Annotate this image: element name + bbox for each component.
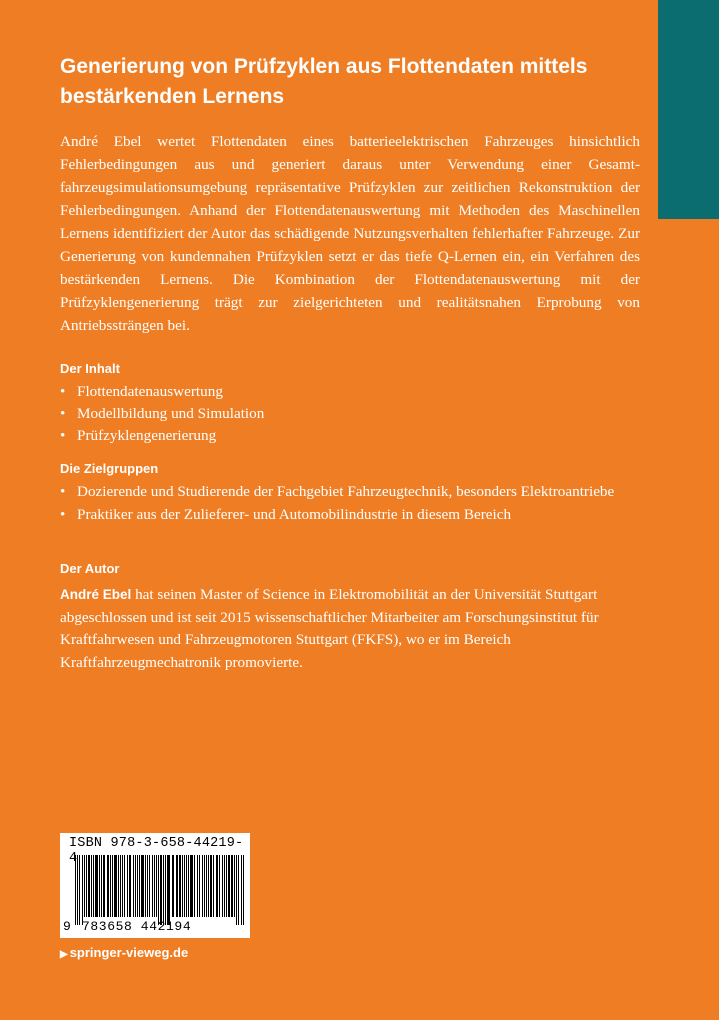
barcode-bar — [75, 855, 76, 925]
barcode-bar — [236, 855, 237, 925]
barcode-bar — [133, 855, 134, 917]
bullet-icon: • — [60, 383, 66, 400]
barcode-bar — [93, 855, 94, 917]
book-title-line-1: Generierung von Prüfzyklen aus Flottendaten mittels — [60, 55, 588, 78]
barcode-bar — [158, 855, 159, 925]
publisher-link[interactable] — [60, 945, 188, 960]
barcode-bar — [124, 855, 125, 917]
barcode-bar — [179, 855, 181, 917]
barcode-bar — [188, 855, 189, 917]
barcode-bar — [103, 855, 105, 917]
barcode-bars — [75, 855, 245, 925]
barcode-bar — [152, 855, 153, 917]
barcode-bar — [197, 855, 198, 917]
barcode-bar — [118, 855, 119, 917]
barcode-bar — [182, 855, 183, 917]
barcode-bar — [129, 855, 131, 917]
author-name: André Ebel — [60, 587, 132, 602]
accent-tab — [658, 0, 719, 219]
audience-heading: Die Zielgruppen — [60, 461, 159, 476]
barcode-bar — [165, 855, 166, 925]
barcode-bar — [91, 855, 92, 917]
barcode-bar — [122, 855, 123, 917]
barcode-bar — [101, 855, 102, 917]
barcode-bar — [194, 855, 195, 917]
barcode-bar — [112, 855, 113, 917]
barcode-bar — [208, 855, 209, 917]
arrow-right-icon: ▶ — [60, 949, 68, 960]
barcode-bar — [238, 855, 239, 925]
barcode-bar — [167, 855, 170, 925]
barcode-bar — [172, 855, 173, 917]
book-title-line-2: bestärkenden Lernens — [60, 85, 285, 108]
barcode-bar — [176, 855, 178, 917]
barcode-bar — [77, 855, 78, 925]
barcode-bar — [202, 855, 203, 917]
isbn-barcode — [60, 833, 250, 938]
publisher-url: springer-vieweg.de — [69, 945, 189, 960]
barcode-bar — [210, 855, 212, 917]
barcode-bar — [163, 855, 164, 925]
list-item: • Flottendatenauswertung — [60, 381, 645, 403]
author-bio-text: hat seinen Master of Science in Elektromobilität an der Universität Stuttgart abgeschlossen und ist seit 2015 wissenschaftlicher Mitarbeiter am Forschungsinstitut für Kraftfahrwesen und Fahrzeugmotoren Stuttgart (FKFS), wo er im Bereich Kraftfahrzeugmechatronik promovierte. — [60, 586, 599, 671]
barcode-bar — [160, 855, 162, 925]
barcode-bar — [204, 855, 205, 917]
bullet-icon: • — [60, 506, 66, 523]
barcode-bar — [147, 855, 148, 917]
barcode-bar — [120, 855, 121, 917]
barcode-bar — [231, 855, 233, 917]
abstract-paragraph: André Ebel wertet Flottendaten eines batterieelektrischen Fahrzeuges hinsichtlich Fehlerbedingungen aus und generiert daraus unter Verwendung einer Gesamtfahrzeugsimulationsumgebung repräsentative Prüfzyklen zur zeitlichen Rekonstruktion der Fehlerbedingungen. Anhand der Flottendatenauswertung mit Methoden des Maschinellen Lernens identifiziert der Autor das schädigende Nutzungsverhalten fehlerhafter Fahrzeuge. Zur Generierung von kundennahen Prüfzyklen setzt er das tiefe Q-Lernen ein, ein Verfahren des bestärkenden Lernens. Die Kombination der Flottendatenauswertung mit der Prüfzyklengenerierung trägt zur zielgerichteten und realitätsnahen Erprobung von Antriebssträngen bei. — [60, 133, 640, 334]
barcode-bar — [219, 855, 220, 917]
barcode-bar — [127, 855, 129, 917]
barcode-bar — [95, 855, 98, 917]
barcode-bar — [206, 855, 207, 917]
barcode-bar — [216, 855, 219, 917]
bullet-icon: • — [60, 427, 66, 444]
author-heading: Der Autor — [60, 561, 120, 576]
barcode-bar — [222, 855, 223, 917]
barcode-bar — [107, 855, 109, 917]
barcode-bar — [82, 855, 83, 925]
barcode-bar — [156, 855, 157, 917]
barcode-bar — [173, 855, 174, 917]
list-item: • Dozierende und Studierende der Fachgebiet Fahrzeugtechnik, besonders Elektroantriebe — [60, 481, 645, 503]
barcode-bar — [228, 855, 230, 917]
ean-first-digit: 9 — [63, 919, 71, 934]
list-item: • Modellbildung und Simulation — [60, 403, 645, 425]
barcode-bar — [86, 855, 87, 917]
barcode-bar — [234, 855, 235, 917]
barcode-bar — [241, 855, 242, 925]
barcode-bar — [199, 855, 201, 917]
barcode-bar — [154, 855, 155, 917]
bullet-icon: • — [60, 405, 66, 422]
barcode-bar — [114, 855, 117, 917]
barcode-bar — [110, 855, 111, 917]
list-item: • Prüfzyklengenerierung — [60, 425, 645, 447]
barcode-bar — [141, 855, 144, 917]
barcode-bar — [243, 855, 244, 925]
barcode-bar — [79, 855, 80, 925]
bullet-icon: • — [60, 483, 66, 500]
barcode-bar — [139, 855, 140, 917]
barcode-bar — [213, 855, 214, 917]
barcode-bar — [99, 855, 100, 917]
isbn-text: ISBN 978-3-658-44219-4 — [69, 836, 244, 866]
list-item: • Praktiker aus der Zulieferer- und Automobilindustrie in diesem Bereich — [60, 504, 645, 526]
ean-digits: 783658 442194 — [82, 919, 192, 934]
audience-list — [60, 481, 645, 526]
barcode-bar — [145, 855, 146, 917]
barcode-bar — [149, 855, 150, 917]
barcode-bar — [224, 855, 225, 917]
barcode-bar — [226, 855, 227, 917]
content-heading: Der Inhalt — [60, 361, 120, 376]
barcode-bar — [84, 855, 85, 917]
barcode-bar — [186, 855, 187, 917]
book-title — [60, 52, 620, 112]
content-list — [60, 381, 645, 447]
barcode-bar — [88, 855, 90, 917]
barcode-bar — [190, 855, 193, 917]
barcode-bar — [184, 855, 185, 917]
author-bio — [60, 584, 650, 674]
barcode-bar — [135, 855, 136, 917]
barcode-bar — [137, 855, 138, 917]
